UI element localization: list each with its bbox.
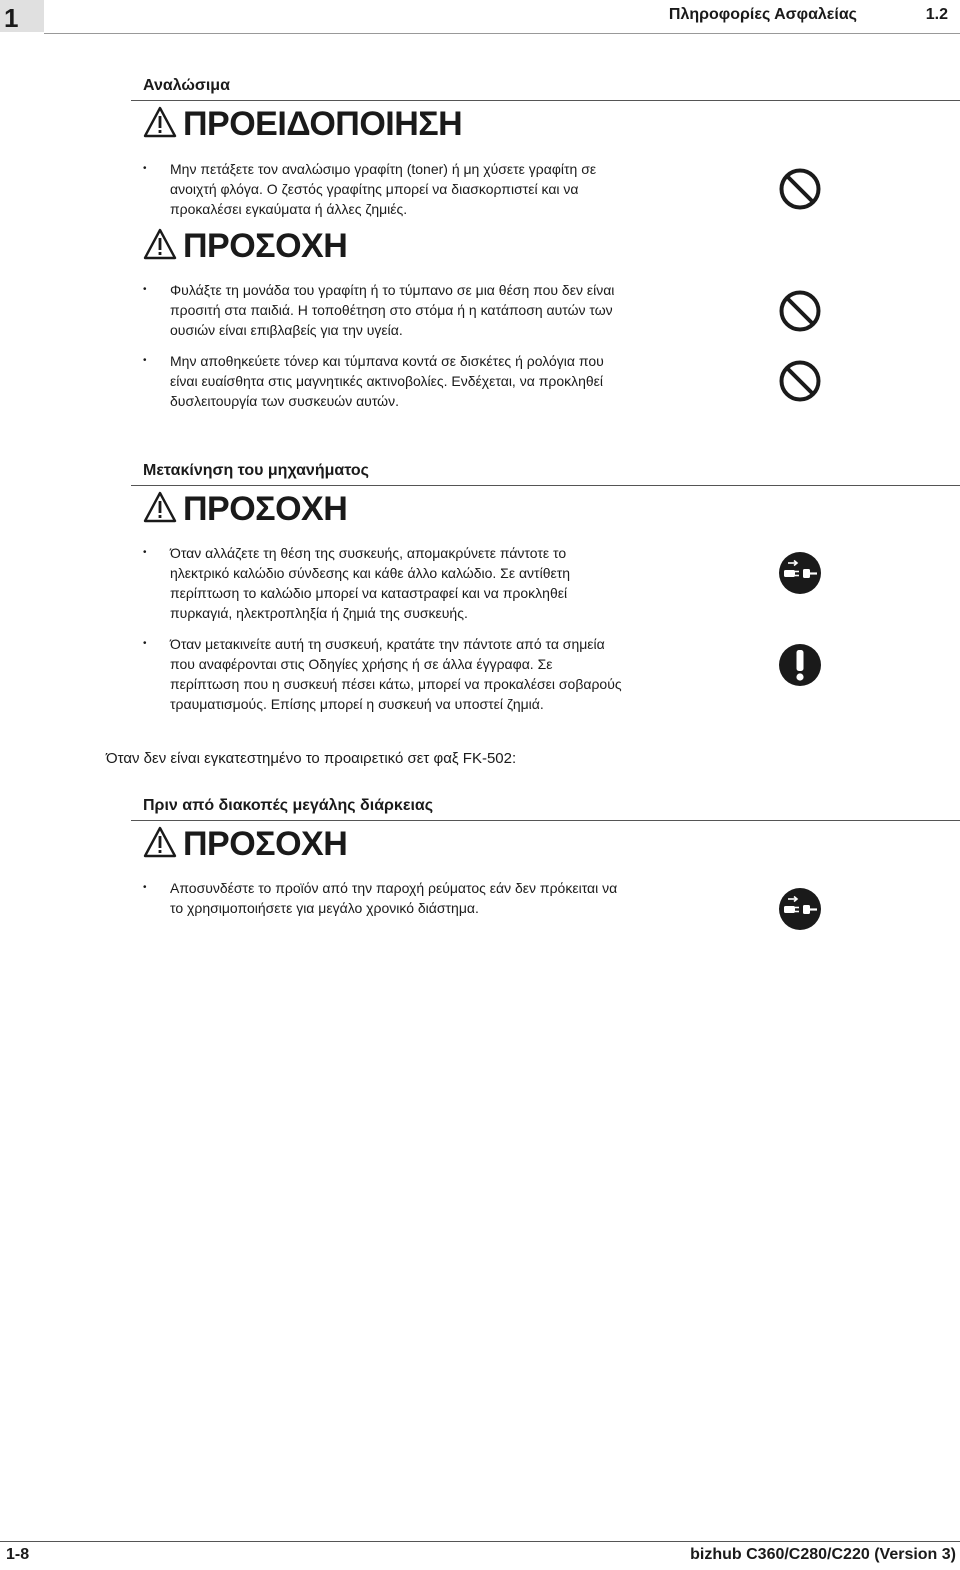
caution-level-title: ΠΡΟΣΟΧΗ	[183, 490, 348, 528]
warning-triangle-icon	[143, 826, 177, 858]
header-divider	[44, 33, 960, 34]
section-heading-moving: Μετακίνηση του μηχανήματος	[143, 462, 369, 479]
item-line: προκαλέσει εγκαύματα ή άλλες ζημιές.	[170, 201, 408, 217]
footer-divider	[0, 1541, 960, 1542]
item-line: προσιτή στα παιδιά. Η τοποθέτηση στο στόμα ή η κατάποση αυτών των	[170, 302, 613, 318]
warning-triangle-icon	[143, 228, 177, 260]
chapter-number-box: 1	[0, 0, 44, 32]
warning-triangle-icon	[143, 106, 177, 138]
item-line: που αναφέρονται στις Οδηγίες χρήσης ή σε άλλα έγγραφα. Σε	[170, 656, 553, 672]
item-line: περίπτωση το καλώδιο μπορεί να καταστραφεί και να προκληθεί	[170, 585, 568, 601]
item-line: τραυματισμούς. Επίσης μπορεί η συσκευή να υποστεί ζημιά.	[170, 696, 544, 712]
item-line: ανοιχτή φλόγα. Ο ζεστός γραφίτης μπορεί να διασκορπιστεί και να	[170, 181, 579, 197]
prohibited-icon	[778, 289, 822, 333]
bullet-dot: •	[143, 882, 147, 893]
bullet-dot: •	[143, 638, 147, 649]
prohibited-icon	[778, 359, 822, 403]
item-line: δυσλειτουργία των συσκευών αυτών.	[170, 393, 399, 409]
caution-level-title: ΠΡΟΣΟΧΗ	[183, 825, 348, 863]
section-heading-consumables: Αναλώσιμα	[143, 77, 230, 94]
bullet-dot: •	[143, 355, 147, 366]
item-line: Όταν αλλάζετε τη θέση της συσκευής, απομακρύνετε πάντοτε το	[170, 545, 567, 561]
fax-kit-note: Όταν δεν είναι εγκατεστημένο το προαιρετικό σετ φαξ FK-502:	[106, 750, 517, 767]
unplug-icon	[778, 887, 822, 931]
header-section-number: 1.2	[925, 6, 948, 23]
item-line: Όταν μετακινείτε αυτή τη συσκευή, κρατάτε την πάντοτε από τα σημεία	[170, 636, 605, 652]
prohibited-icon	[778, 167, 822, 211]
item-line: είναι ευαίσθητα στις μαγνητικές ακτινοβολίες. Ενδέχεται, να προκληθεί	[170, 373, 604, 389]
warning-triangle-icon	[143, 491, 177, 523]
bullet-dot: •	[143, 547, 147, 558]
footer-page-number: 1-8	[6, 1546, 30, 1563]
item-line: Μην πετάξετε τον αναλώσιμο γραφίτη (toner) ή μη χύσετε γραφίτη σε	[170, 161, 597, 177]
bullet-dot: •	[143, 163, 147, 174]
section-heading-long-absence: Πριν από διακοπές μεγάλης διάρκειας	[143, 797, 434, 814]
warning-level-title: ΠΡΟΕΙΔΟΠΟΙΗΣΗ	[183, 105, 463, 143]
mandatory-action-icon	[778, 643, 822, 687]
unplug-icon	[778, 551, 822, 595]
header-section-title: Πληροφορίες Ασφαλείας	[668, 6, 857, 23]
item-line: περίπτωση που η συσκευή πέσει κάτω, μπορεί να προκαλέσει σοβαρούς	[170, 676, 622, 692]
item-line: ηλεκτρικό καλώδιο σύνδεσης και κάθε άλλο καλώδιο. Σε αντίθετη	[170, 565, 571, 581]
section-divider	[131, 820, 960, 821]
section-divider	[131, 485, 960, 486]
item-line: Φυλάξτε τη μονάδα του γραφίτη ή το τύμπανο σε μια θέση που δεν είναι	[170, 282, 615, 298]
bullet-dot: •	[143, 284, 147, 295]
item-line: το χρησιμοποιήσετε για μεγάλο χρονικό διάστημα.	[170, 900, 479, 916]
caution-level-title: ΠΡΟΣΟΧΗ	[183, 227, 348, 265]
item-line: πυρκαγιά, ηλεκτροπληξία ή ζημιά της συσκευής.	[170, 605, 468, 621]
item-line: ουσιών είναι επιβλαβείς για την υγεία.	[170, 322, 403, 338]
item-line: Αποσυνδέστε το προϊόν από την παροχή ρεύματος εάν δεν πρόκειται να	[170, 880, 618, 896]
footer-model-name: bizhub C360/C280/C220 (Version 3)	[690, 1546, 956, 1563]
section-divider	[131, 100, 960, 101]
item-line: Μην αποθηκεύετε τόνερ και τύμπανα κοντά σε δισκέτες ή ρολόγια που	[170, 353, 604, 369]
